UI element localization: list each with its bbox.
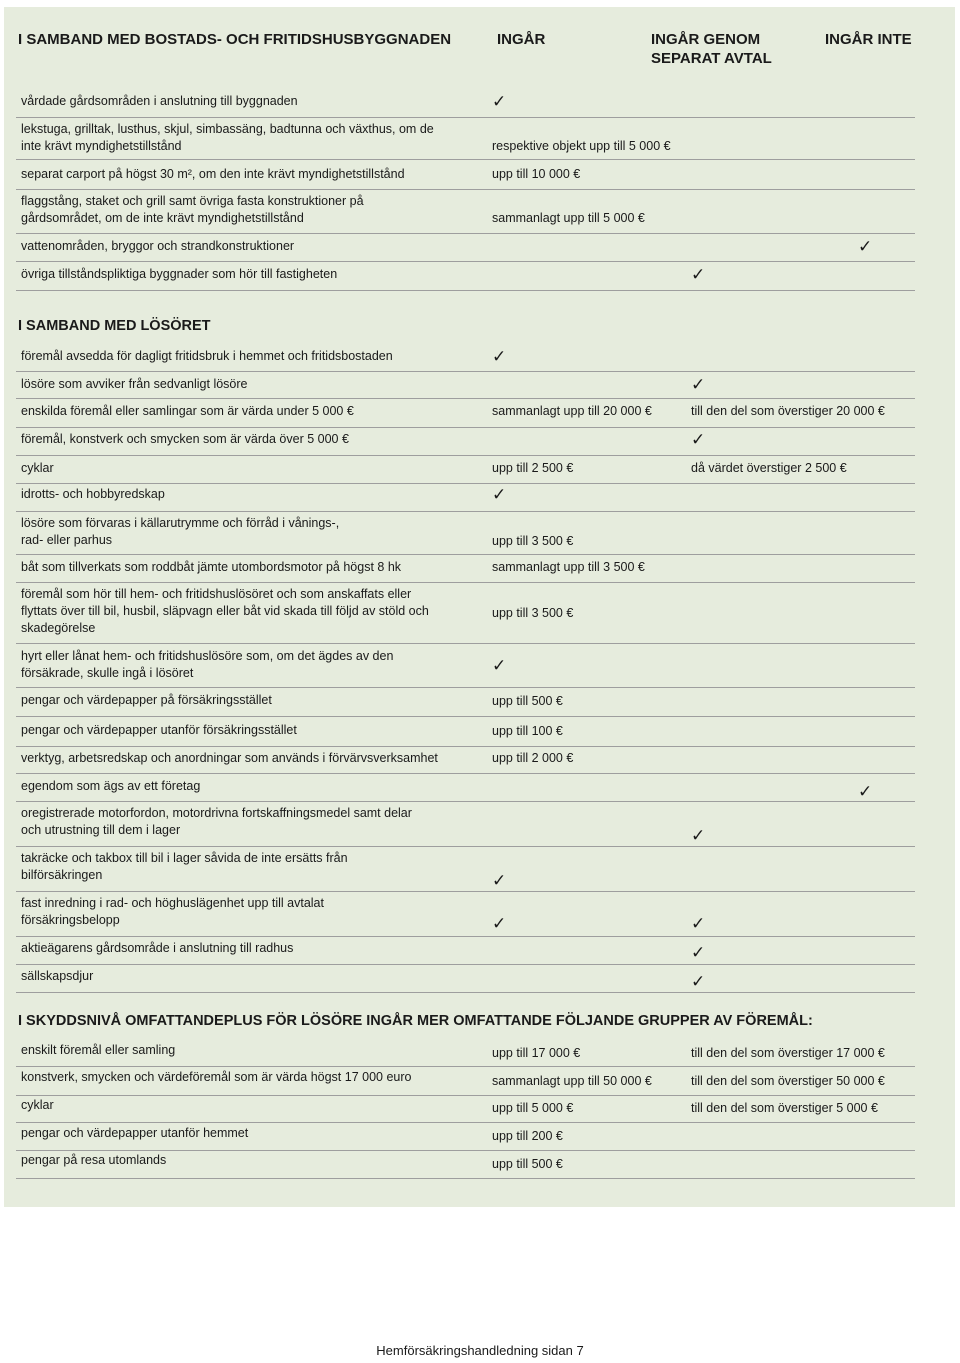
cell-ingar: upp till 200 € xyxy=(492,1129,563,1143)
row-label-line: flaggstång, staket och grill samt övriga fasta konstruktioner på xyxy=(21,194,364,208)
row-label xyxy=(21,515,481,549)
table-row xyxy=(16,117,915,160)
cell-ingar: sammanlagt upp till 5 000 € xyxy=(492,211,645,225)
cell-ingar: upp till 17 000 € xyxy=(492,1046,581,1060)
row-label xyxy=(21,940,481,957)
row-label xyxy=(21,193,481,227)
cell-ingar: respektive objekt upp till 5 000 € xyxy=(492,139,671,153)
table-row xyxy=(16,160,915,190)
table-row xyxy=(16,936,915,965)
row-label xyxy=(21,692,481,709)
row-label-line: pengar och värdepapper på försäkringsstället xyxy=(21,693,272,707)
row-label xyxy=(21,376,481,393)
cell-ingar: ✓ xyxy=(492,656,507,675)
row-label xyxy=(21,121,481,155)
row-label-line: enskilt föremål eller samling xyxy=(21,1043,176,1057)
row-label xyxy=(21,895,481,929)
table-row xyxy=(16,846,915,892)
table-row xyxy=(16,511,915,555)
cell-ingar: upp till 5 000 € xyxy=(492,1101,574,1115)
cell-ingar: upp till 100 € xyxy=(492,724,563,738)
row-label-line: föremål avsedda för dagligt fritidsbruk i hemmet och fritidsbostaden xyxy=(21,349,393,363)
row-label-line: flyttats över till bil, husbil, släpvagn eller båt vid skada till följd av stöld och xyxy=(21,604,429,618)
row-label-line: pengar och värdepapper utanför försäkringsstället xyxy=(21,723,297,737)
row-label-line: fast inredning i rad- och höghuslägenhet upp till avtalat xyxy=(21,896,324,910)
row-label xyxy=(21,559,481,576)
cell-ingar: sammanlagt upp till 50 000 € xyxy=(492,1074,652,1088)
table-row xyxy=(16,427,915,456)
row-label xyxy=(21,348,481,365)
row-label-line: takräcke och takbox till bil i lager såvida de inte ersätts från xyxy=(21,851,348,865)
row-label-line: föremål, konstverk och smycken som är värda över 5 000 € xyxy=(21,432,349,446)
cell-ingar: upp till 500 € xyxy=(492,1157,563,1171)
row-label xyxy=(21,1069,481,1086)
row-label xyxy=(21,850,481,884)
table-row xyxy=(16,371,915,399)
table-row xyxy=(16,483,915,512)
cell-separat-avtal: ✓ xyxy=(691,375,706,394)
row-label-line: lekstuga, grilltak, lusthus, skjul, simbassäng, badtunna och växthus, om de xyxy=(21,122,434,136)
row-label xyxy=(21,460,481,477)
cell-separat-avtal: till den del som överstiger 17 000 € xyxy=(691,1046,885,1060)
row-label-line: pengar och värdepapper utanför hemmet xyxy=(21,1126,249,1140)
table-row xyxy=(16,643,915,688)
column-header-separat-avtal-line1: INGÅR GENOM xyxy=(651,31,761,48)
row-label-line: och utrustning till dem i lager xyxy=(21,823,181,837)
column-header-separat-avtal-line2: SEPARAT AVTAL xyxy=(651,50,772,67)
cell-separat-avtal: ✓ xyxy=(691,265,706,284)
table-row xyxy=(16,1038,915,1067)
row-label xyxy=(21,93,481,110)
table-row xyxy=(16,964,915,993)
row-label-line: försäkrade, skulle ingå i lösöret xyxy=(21,666,194,680)
row-label xyxy=(21,722,481,739)
cell-ingar: ✓ xyxy=(492,914,507,933)
row-label xyxy=(21,648,481,682)
cell-separat-avtal: ✓ xyxy=(691,972,706,991)
table-row xyxy=(16,189,915,234)
table-row xyxy=(16,801,915,847)
row-label xyxy=(21,968,481,985)
row-label xyxy=(21,750,481,767)
table-row xyxy=(16,233,915,262)
table-row xyxy=(16,398,915,428)
cell-ingar: upp till 2 000 € xyxy=(492,751,574,765)
table-row xyxy=(16,773,915,802)
row-label-line: lösöre som avviker från sedvanligt lösöre xyxy=(21,377,248,391)
row-label xyxy=(21,1042,481,1059)
row-label xyxy=(21,166,481,183)
column-header-ingar: INGÅR xyxy=(497,31,546,48)
cell-ingar: ✓ xyxy=(492,347,507,366)
table-row xyxy=(16,746,915,774)
row-label-line: vårdade gårdsområden i anslutning till byggnaden xyxy=(21,94,298,108)
row-label-line: aktieägarens gårdsområde i anslutning till radhus xyxy=(21,941,294,955)
cell-separat-avtal: till den del som överstiger 50 000 € xyxy=(691,1074,885,1088)
table-row xyxy=(16,455,915,484)
page-footer: Hemförsäkringshandledning sidan 7 xyxy=(376,1343,584,1358)
row-label-line: separat carport på högst 30 m², om den inte krävt myndighetstillstånd xyxy=(21,167,405,181)
table-row xyxy=(16,1150,915,1179)
row-label xyxy=(21,1125,481,1142)
table-row xyxy=(16,891,915,937)
table-row xyxy=(16,342,915,372)
row-label-line: skadegörelse xyxy=(21,621,96,635)
row-label xyxy=(21,486,481,503)
cell-ingar-inte: ✓ xyxy=(858,237,873,256)
cell-separat-avtal: till den del som överstiger 20 000 € xyxy=(691,404,885,418)
row-label xyxy=(21,431,481,448)
table-row xyxy=(16,554,915,583)
cell-separat-avtal: ✓ xyxy=(691,826,706,845)
cell-separat-avtal: ✓ xyxy=(691,430,706,449)
table-row xyxy=(16,1066,915,1096)
table-row xyxy=(16,687,915,717)
row-label-line: inte krävt myndighetstillstånd xyxy=(21,139,182,153)
row-label-line: hyrt eller lånat hem- och fritidshuslösöre som, om det ägdes av den xyxy=(21,649,394,663)
row-label xyxy=(21,403,481,420)
row-label-line: gårdsområdet, om de inte krävt myndighetstillstånd xyxy=(21,211,304,225)
row-label-line: lösöre som förvaras i källarutrymme och förråd i vånings-, xyxy=(21,516,340,530)
row-label xyxy=(21,805,481,839)
row-label xyxy=(21,778,481,795)
row-label-line: oregistrerade motorfordon, motordrivna fortskaffningsmedel samt delar xyxy=(21,806,412,820)
row-label-line: föremål som hör till hem- och fritidshuslösöret och som anskaffats eller xyxy=(21,587,412,601)
row-label-line: enskilda föremål eller samlingar som är värda under 5 000 € xyxy=(21,404,354,418)
cell-ingar: upp till 500 € xyxy=(492,694,563,708)
row-label-line: övriga tillståndspliktiga byggnader som hör till fastigheten xyxy=(21,267,338,281)
section2-title: I SAMBAND MED LÖSÖRET xyxy=(18,318,211,334)
cell-ingar: ✓ xyxy=(492,485,507,504)
section3-title: I SKYDDSNIVÅ OMFATTANDEPLUS FÖR LÖSÖRE INGÅR MER OMFATTANDE FÖLJANDE GRUPPER AV FÖREMÅL: xyxy=(18,1013,813,1029)
row-label xyxy=(21,586,481,637)
cell-ingar: upp till 3 500 € xyxy=(492,534,574,548)
row-label xyxy=(21,1152,481,1169)
section1-title: I SAMBAND MED BOSTADS- OCH FRITIDSHUSBYGGNADEN xyxy=(18,31,452,48)
table-row xyxy=(16,261,915,291)
cell-ingar: upp till 2 500 € xyxy=(492,461,574,475)
row-label xyxy=(21,238,481,255)
column-header-ingar-inte: INGÅR INTE xyxy=(825,31,912,48)
table-row xyxy=(16,86,915,118)
row-label-line: bilförsäkringen xyxy=(21,868,103,882)
cell-ingar: sammanlagt upp till 3 500 € xyxy=(492,560,645,574)
cell-ingar: sammanlagt upp till 20 000 € xyxy=(492,404,652,418)
cell-ingar: ✓ xyxy=(492,92,507,111)
cell-ingar: upp till 3 500 € xyxy=(492,606,574,620)
row-label xyxy=(21,266,481,283)
table-row xyxy=(16,582,915,644)
row-label-line: vattenområden, bryggor och strandkonstruktioner xyxy=(21,239,295,253)
cell-ingar-inte: ✓ xyxy=(858,782,873,801)
row-label-line: försäkringsbelopp xyxy=(21,913,120,927)
row-label-line: rad- eller parhus xyxy=(21,533,113,547)
row-label-line: konstverk, smycken och värdeföremål som är värda högst 17 000 euro xyxy=(21,1070,412,1084)
cell-ingar: upp till 10 000 € xyxy=(492,167,581,181)
row-label-line: pengar på resa utomlands xyxy=(21,1153,167,1167)
row-label-line: verktyg, arbetsredskap och anordningar som används i förvärvsverksamhet xyxy=(21,751,438,765)
row-label-line: idrotts- och hobbyredskap xyxy=(21,487,165,501)
table-row xyxy=(16,1095,915,1123)
row-label-line: cyklar xyxy=(21,461,54,475)
cell-separat-avtal: till den del som överstiger 5 000 € xyxy=(691,1101,878,1115)
cell-separat-avtal: ✓ xyxy=(691,943,706,962)
cell-separat-avtal: då värdet överstiger 2 500 € xyxy=(691,461,847,475)
row-label-line: egendom som ägs av ett företag xyxy=(21,779,201,793)
table-row xyxy=(16,716,915,747)
row-label xyxy=(21,1097,481,1114)
row-label-line: cyklar xyxy=(21,1098,54,1112)
row-label-line: sällskapsdjur xyxy=(21,969,94,983)
cell-ingar: ✓ xyxy=(492,871,507,890)
cell-separat-avtal: ✓ xyxy=(691,914,706,933)
table-row xyxy=(16,1122,915,1151)
row-label-line: båt som tillverkats som roddbåt jämte utombordsmotor på högst 8 hk xyxy=(21,560,402,574)
